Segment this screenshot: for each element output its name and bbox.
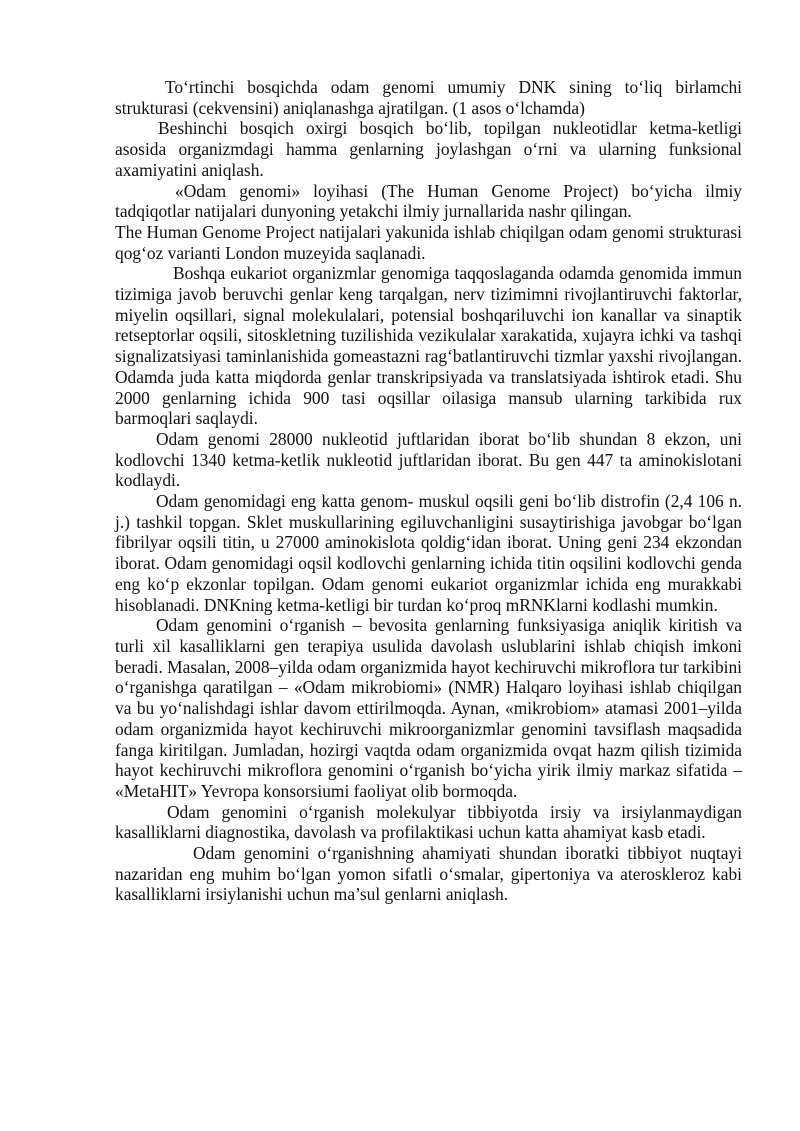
document-body: [115, 77, 742, 905]
paragraph-stage-five: Beshinchi bosqich oxirgi bosqich bo‘lib, topilgan nukleotidlar ketma-ketligi asosida organizmdagi hamma genlarning joylashgan o‘rni va ularning funksional axamiyatini aniqlash.: [115, 118, 742, 180]
paragraph-molecular-medicine: Odam genomini o‘rganish molekulyar tibbiyotda irsiy va irsiylanmaydigan kasalliklarni diagnostika, davolash va profilaktikasi uchun katta ahamiyat kasb etadi.: [115, 801, 742, 843]
paragraph-london-museum: The Human Genome Project natijalari yakunida ishlab chiqilgan odam genomi strukturasi qog‘oz varianti London muzeyida saqlanadi.: [115, 221, 742, 263]
paragraph-genome-study: Odam genomini o‘rganish – bevosita genlarning funksiyasiga aniqlik kiritish va turli xil kasalliklarni gen terapiya usulida davolash uslublarini ishlab chiqish imkoni beradi. Masalan, 2008–yilda odam organizmida hayot kechiruvchi mikroflora tur tarkibini o‘rganishga qaratilgan – «Odam mikrobiomi» (NMR) Halqaro loyihasi ishlab chiqilgan va bu yo‘nalishdagi ishlar davom ettirilmoqda. Aynan, «mikrobiom» atamasi 2001–yilda odam organizmida hayot kechiruvchi mikroorganizmlar genomini tavsiflash maqsadida fanga kiritilgan. Jumladan, hozirgi vaqtda odam organizmida ovqat hazm qilish tizimida hayot kechiruvchi mikroflora genomini o‘rganish bo‘yicha yirik ilmiy markaz sifatida – «MetaHIT» Yevropa konsorsiumi faoliyat olib bormoqda.: [115, 615, 743, 801]
paragraph-largest-gene: Odam genomidagi eng katta genom- muskul oqsili geni bo‘lib distrofin (2,4 106 n. j.) tashkil topgan. Sklet muskullarining egiluvchanligini susaytirishiga javobgar bo‘lgan fibrilyar oqsili titin, u 27000 aminokislota qoldig‘idan iborat. Uning geni 234 ekzondan iborat. Odam genomidagi oqsil kodlovchi genlarning ichida titin oqsilini kodlovchi genda eng ko‘p ekzonlar topilgan. Odam genomi eukariot organizmlar ichida eng murakkabi hisoblanadi. DNKning ketma-ketligi bir turdan ko‘proq mRNKlarni kodlashi mumkin.: [115, 491, 742, 615]
paragraph-nucleotide-pairs: Odam genomi 28000 nukleotid juftlaridan iborat bo‘lib shundan 8 ekzon, uni kodlovchi 1340 ketma-ketlik nukleotid juftlaridan iborat. Bu gen 447 ta aminokislotani kodlaydi.: [115, 428, 742, 491]
paragraph-project-results: «Odam genomi» loyihasi (The Human Genome Project) bo‘yicha ilmiy tadqiqotlar natijalari dunyoning yetakchi ilmiy jurnallarida nashr qilingan.: [115, 180, 742, 222]
paragraph-significance: Odam genomini o‘rganishning ahamiyati shundan iboratki tibbiyot nuqtayi nazaridan eng muhim bo‘lgan yomon sifatli o‘smalar, gipertoniya va ateroskleroz kabi kasalliklarni irsiylanishi uchun ma’sul genlarni aniqlash.: [115, 843, 742, 905]
paragraph-eukaryote-comparison: Boshqa eukariot organizmlar genomiga taqqoslaganda odamda genomida immun tizimiga javob beruvchi genlar keng tarqalgan, nerv tizimimni rivojlantiruvchi faktorlar, miyelin oqsillari, signal molekulalari, potensial boshqariluvchi ion kanallar va sinaptik retseptorlar oqsili, sitoskletning tuzilishida vezikulalar xarakatida, xujayra ichki va tashqi signalizatsiyasi taminlanishida gomeastazni rag‘batlantiruvchi tizmlar yaxshi rivojlangan. Odamda juda katta miqdorda genlar transkripsiyada va translatsiyada ishtirok etadi. Shu 2000 genlarning ichida 900 tasi oqsillar oilasiga mansub ularning tarkibida rux barmoqlari saqlaydi.: [115, 263, 742, 429]
paragraph-stage-four: To‘rtinchi bosqichda odam genomi umumiy DNK sining to‘liq birlamchi strukturasi (cekvensini) aniqlanashga ajratilgan. (1 asos o‘lchamda): [115, 77, 742, 118]
